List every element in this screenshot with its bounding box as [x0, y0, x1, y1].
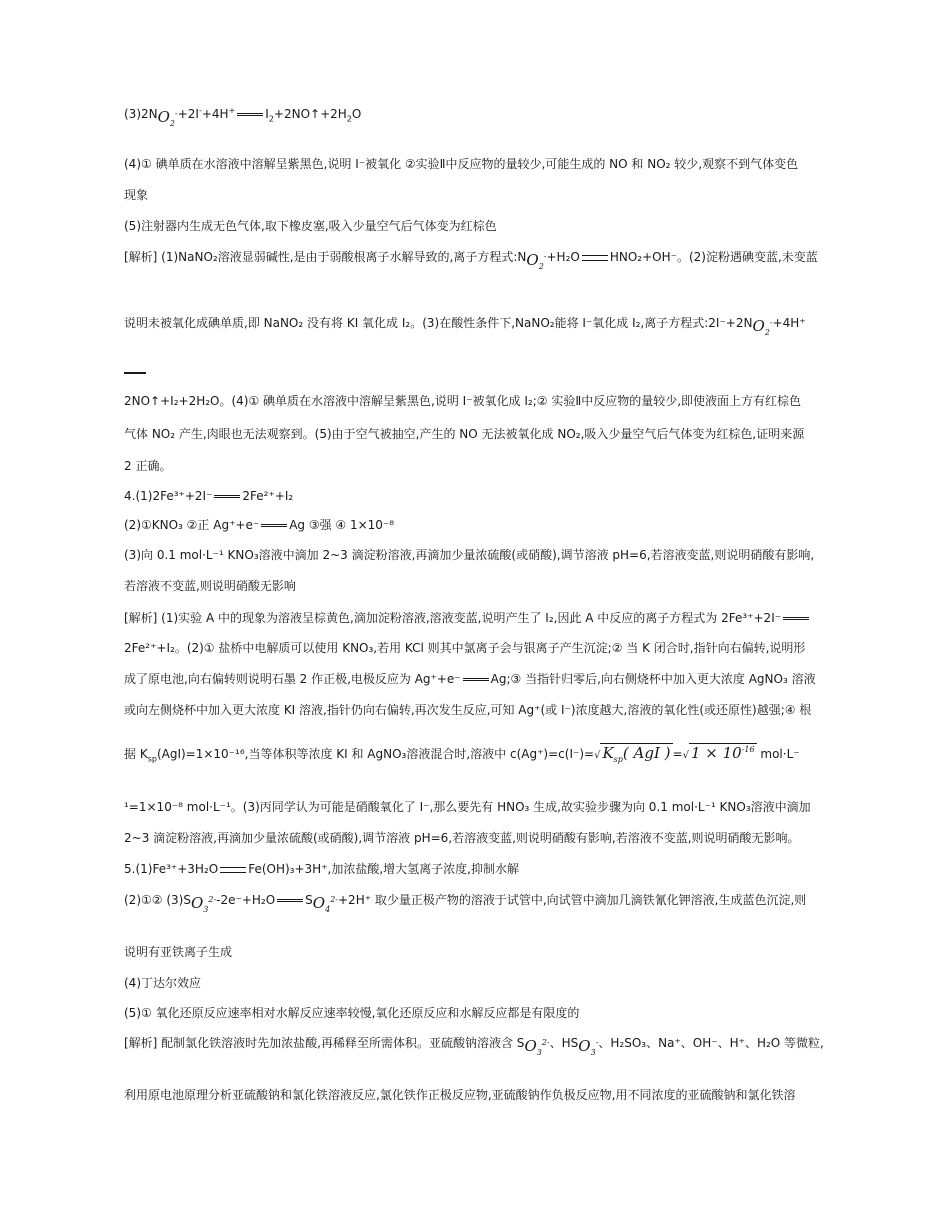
analysis-line-4: 气体 NO₂ 产生,肉眼也无法观察到。(5)由于空气被抽空,产生的 NO 无法被氧化成 NO₂,吸入少量空气后气体变为红棕色,证明来源 [124, 427, 805, 441]
sub: sp [147, 754, 157, 764]
ion-letter: O [578, 1037, 591, 1055]
text: (AgI)=1×10⁻¹⁶,当等体积等浓度 KI 和 AgNO₃溶液混合时,溶液中 c(Ag⁺)=c(I⁻)= [156, 747, 595, 761]
ion-sub: 2 [538, 262, 544, 271]
text: S [305, 893, 313, 907]
sup: - [198, 106, 202, 115]
text: +2H⁺ 取少量正极产物的溶液于试管中,向试管中滴加几滴铁氰化钾溶液,生成蓝色沉淀,则 [338, 893, 807, 907]
ion [578, 1037, 598, 1055]
analysis-line-5: 2 正确。 [124, 459, 172, 473]
equals-sign [124, 372, 146, 374]
text: ( AgI ) [622, 744, 671, 762]
answer-5: (5)注射器内生成无色气体,取下橡皮塞,吸入少量空气后气体变为红棕色 [124, 219, 497, 233]
ion-sup: 2- [330, 895, 338, 904]
q5-answer-5: (5)① 氧化还原反应速率相对水解反应速率较慢,氧化还原反应和水解反应都是有限度的 [124, 1006, 580, 1020]
sup: -16 [741, 745, 755, 754]
ion-sup: - [769, 318, 773, 327]
sub: 2 [346, 114, 352, 124]
text: (3)2N [124, 107, 158, 121]
ion-letter: O [524, 1037, 537, 1055]
text: K [602, 744, 614, 762]
text: 、HS [549, 1036, 579, 1050]
text: +4H [201, 107, 229, 121]
ion-letter: O [526, 251, 539, 269]
reversible-sign [582, 255, 608, 261]
q4-analysis-5 [124, 745, 836, 764]
text: Fe(OH)₃+3H⁺,加浓盐酸,增大氢离子浓度,抑制水解 [248, 862, 519, 876]
q4-answer-3-cont: 若溶液不变蓝,则说明硝酸无影响 [124, 579, 296, 593]
root-sign: √ [594, 750, 601, 761]
ion [313, 894, 338, 912]
text: 2Fe²⁺+I₂ [242, 489, 294, 503]
ion [524, 1037, 549, 1055]
ion [158, 108, 178, 126]
radical-ksp [600, 743, 672, 762]
equals-sign [214, 495, 240, 498]
reversible-sign [220, 867, 246, 873]
text: 据 K [124, 747, 148, 761]
ion-sup: - [543, 252, 547, 261]
ion-sub: 3 [590, 1048, 596, 1057]
q5-answer-2 [124, 891, 836, 914]
text: (2)①KNO₃ ②正 Ag⁺+e⁻ [124, 518, 260, 532]
q5-analysis-2: 利用原电池原理分析亚硫酸钠和氯化铁溶液反应,氯化铁作正极反应物,亚硫酸钠作负极反应物,用不同浓度的亚硫酸钠和氯化铁溶 [124, 1088, 796, 1102]
q4-analysis-4: 或向左侧烧杯中加入更大浓度 KI 溶液,指针仍向右偏转,再次发生反应,可知 Ag⁺(或 I⁻)浓度越大,溶液的氧化性(或还原性)越强;④ 根 [124, 703, 812, 717]
answer-4: (4)① 碘单质在水溶液中溶解呈紫黑色,说明 I⁻被氧化 ②实验Ⅱ中反应物的量较少,可能生成的 NO 和 NO₂ 较少,观察不到气体变色 [124, 157, 799, 171]
text: +H₂O [546, 250, 580, 264]
ion-sup: 2- [208, 895, 217, 904]
equals-sign [783, 617, 809, 620]
ion-letter: O [157, 108, 170, 126]
text: Ag;③ 当指针归零后,向右侧烧杯中加入更大浓度 AgNO₃ 溶液 [490, 672, 816, 686]
ion-letter: O [752, 317, 765, 335]
text: O [351, 107, 362, 121]
equals-sign [463, 678, 489, 681]
answer-4-cont: 现象 [124, 188, 149, 202]
q5-answer-1 [124, 861, 836, 877]
text: [解析] (1)实验 A 中的现象为溶液呈棕黄色,滴加淀粉溶液,溶液变蓝,说明产生了 I₂,因此 A 中反应的离子方程式为 2Fe³⁺+2I⁻ [124, 611, 782, 625]
ion [752, 317, 772, 335]
text: mol·L⁻ [756, 747, 800, 761]
text: 4.(1)2Fe³⁺+2I⁻ [124, 489, 213, 503]
ion-sub: 2 [169, 119, 176, 128]
equals-sign [277, 899, 303, 902]
q5-answer-4: (4)丁达尔效应 [124, 976, 201, 990]
answer-3 [124, 105, 836, 128]
ion-letter: O [190, 894, 204, 912]
q4-analysis-2: 2Fe²⁺+I₂。(2)① 盐桥中电解质可以使用 KNO₃,若用 KCl 则其中氯离子会与银离子产生沉淀;② 当 K 闭合时,指针向右偏转,说明形 [124, 641, 806, 655]
text: HNO₂+OH⁻。(2)淀粉遇碘变蓝,未变蓝 [609, 250, 818, 264]
root-sign: √ [682, 750, 689, 761]
q5-analysis-1 [124, 1034, 836, 1057]
q5-answer-2-cont: 说明有亚铁离子生成 [124, 945, 233, 959]
ion-sup: - [595, 1038, 599, 1047]
q4-analysis-7: 2~3 滴淀粉溶液,再滴加少量浓硫酸(或硝酸),调节溶液 pH=6,若溶液变蓝,则说明硝酸有影响,若溶液不变蓝,则说明硝酸无影响。 [124, 831, 800, 845]
ion-letter: O [312, 894, 326, 912]
ion-sub: 2 [764, 328, 770, 337]
analysis-line-1 [124, 248, 836, 271]
analysis-line-2 [124, 314, 836, 337]
text: 成了原电池,向右偏转则说明石墨 2 作正极,电极反应为 Ag⁺+e⁻ [124, 672, 461, 686]
sub: sp [613, 755, 623, 764]
equals-sign [237, 113, 263, 116]
ion [526, 251, 546, 269]
sub: 2 [268, 114, 274, 124]
ion-sup: 2- [541, 1038, 550, 1047]
text: +2I [177, 107, 199, 121]
text: = [672, 747, 683, 761]
text: +4H⁺ [772, 316, 806, 330]
text: I [265, 107, 269, 121]
text: -2e⁻+H₂O [216, 893, 276, 907]
text: +2NO↑+2H [273, 107, 347, 121]
q4-answer-2 [124, 517, 836, 533]
q4-answer-1 [124, 488, 836, 504]
equals-sign [261, 524, 287, 527]
q4-analysis-6: ¹=1×10⁻⁸ mol·L⁻¹。(3)丙同学认为可能是硝酸氧化了 I⁻,那么要先有 HNO₃ 生成,故实验步骤为向 0.1 mol·L⁻¹ KNO₃溶液中滴加 [124, 800, 811, 814]
ion [191, 894, 216, 912]
text: 1 × 10 [690, 744, 742, 762]
radical-value [689, 743, 757, 762]
ion-sub: 3 [203, 905, 209, 914]
q4-answer-3: (3)向 0.1 mol·L⁻¹ KNO₃溶液中滴加 2~3 滴淀粉溶液,再滴加少量浓硫酸(或硝酸),调节溶液 pH=6,若溶液变蓝,则说明硝酸有影响, [124, 548, 815, 562]
analysis-line-3: 2NO↑+I₂+2H₂O。(4)① 碘单质在水溶液中溶解呈紫黑色,说明 I⁻被氧化成 I₂;② 实验Ⅱ中反应物的量较少,即使液面上方有红棕色 [124, 394, 802, 408]
ion-sub: 3 [536, 1048, 542, 1057]
text: (2)①② (3)S [124, 893, 191, 907]
text: [解析] (1)NaNO₂溶液显弱碱性,是由于弱酸根离子水解导致的,离子方程式:N [124, 250, 527, 264]
sup: + [228, 106, 236, 115]
ion-sup: - [175, 109, 178, 118]
text: 说明未被氧化成碘单质,即 NaNO₂ 没有将 KI 氧化成 I₂。(3)在酸性条件下,NaNO₂能将 I⁻氧化成 I₂,离子方程式:2I⁻+2N [124, 316, 753, 330]
equals-line [124, 362, 836, 378]
text: Ag ③强 ④ 1×10⁻⁸ [289, 518, 395, 532]
q4-analysis-1 [124, 610, 836, 626]
q4-analysis-3 [124, 671, 836, 687]
text: 5.(1)Fe³⁺+3H₂O [124, 862, 219, 876]
text: 、H₂SO₃、Na⁺、OH⁻、H⁺、H₂O 等微粒, [598, 1036, 824, 1050]
ion-sub: 4 [325, 905, 331, 914]
text: [解析] 配制氯化铁溶液时先加浓盐酸,再稀释至所需体积。亚硫酸钠溶液含 S [124, 1036, 525, 1050]
